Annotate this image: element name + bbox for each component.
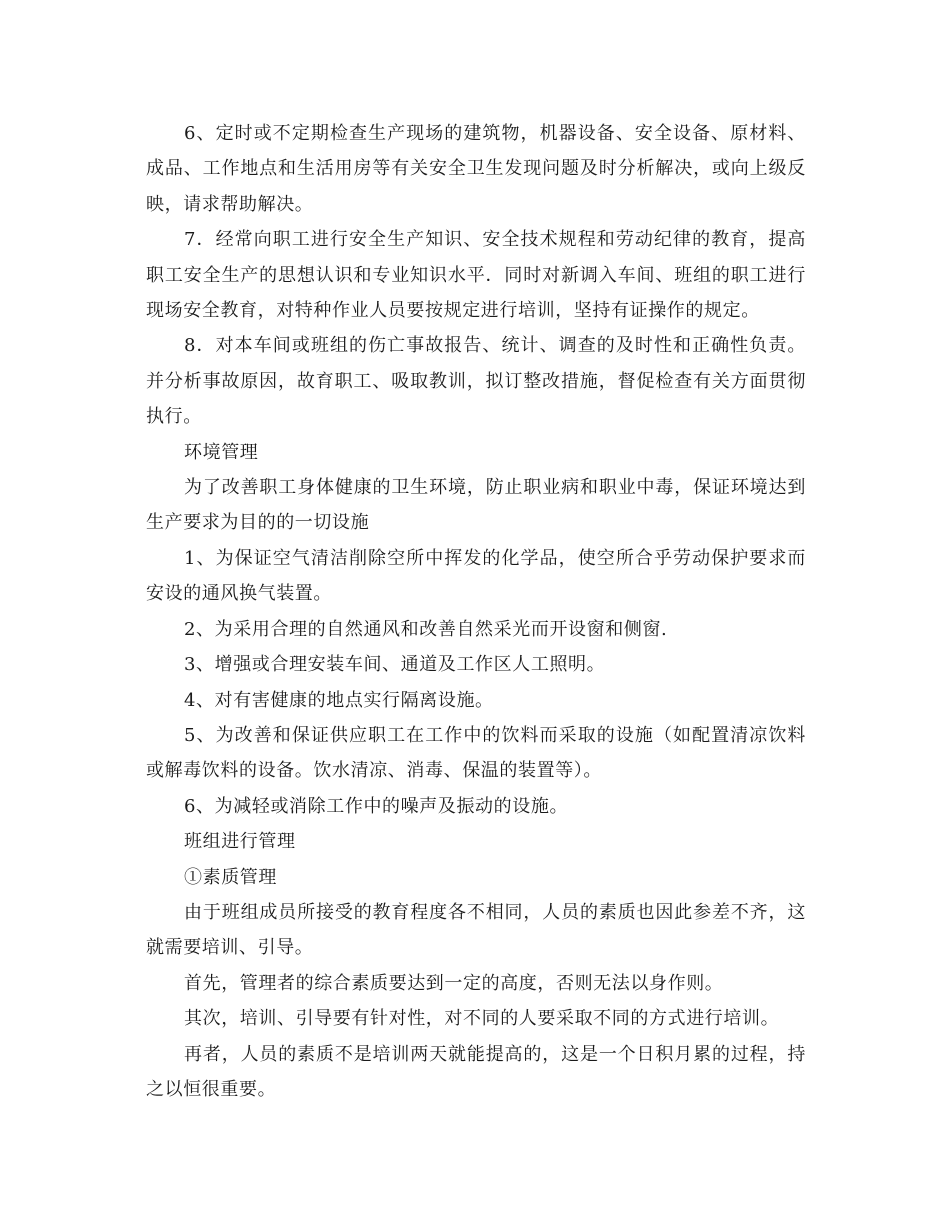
- paragraph-item-7-education: 7．经常向职工进行安全生产知识、安全技术规程和劳动纪律的教育，提高职工安全生产的思想认识和专业知识水平．同时对新调入车间、班组的职工进行现场安全教育，对特种作业人员要按规定进行培训，坚持有证操作的规定。: [146, 229, 806, 322]
- paragraph-item-8-accident-report: 8．对本车间或班组的伤亡事故报告、统计、调查的及时性和正确性负责。并分析事故原因，故育职工、吸取教训，拟订整改措施，督促检查有关方面贯彻执行。: [146, 335, 806, 428]
- paragraph-env-item-5: 5、为改善和保证供应职工在工作中的饮料而采取的设施（如配置清凉饮料或解毒饮料的设备。饮水清凉、消毒、保温的装置等）。: [146, 724, 806, 782]
- paragraph-environment-intro: 为了改善职工身体健康的卫生环境，防止职业病和职业中毒，保证环境达到生产要求为目的的一切设施: [146, 477, 806, 534]
- document-body: [146, 116, 806, 1107]
- paragraph-env-item-6: 6、为减轻或消除工作中的噪声及振动的设施。: [184, 795, 569, 817]
- paragraph-env-item-4: 4、对有害健康的地点实行隔离设施。: [184, 689, 494, 711]
- paragraph-env-item-3: 3、增强或合理安装车间、通道及工作区人工照明。: [184, 654, 606, 676]
- paragraph-quality-intro: 由于班组成员所接受的教育程度各不相同，人员的素质也因此参差不齐，这就需要培训、引导。: [146, 901, 806, 959]
- section-heading-environment: 环境管理: [184, 441, 259, 463]
- subheading-quality-management: ①素质管理: [184, 866, 277, 888]
- section-heading-team-management: 班组进行管理: [184, 831, 296, 853]
- paragraph-quality-second: 其次，培训、引导要有针对性，对不同的人要采取不同的方式进行培训。: [184, 1008, 780, 1030]
- paragraph-env-item-1: 1、为保证空气清洁削除空所中挥发的化学品，使空所合乎劳动保护要求而安设的通风换气装置。: [146, 547, 806, 605]
- paragraph-quality-first: 首先，管理者的综合素质要达到一定的高度，否则无法以身作则。: [184, 972, 724, 994]
- paragraph-item-6-inspection: 6、定时或不定期检查生产现场的建筑物，机器设备、安全设备、原材料、成品、工作地点和生活用房等有关安全卫生发现问题及时分析解决，或向上级反映，请求帮助解决。: [146, 123, 806, 215]
- paragraph-quality-third: 再者，人员的素质不是培训两天就能提高的，这是一个日积月累的过程，持之以恒很重要。: [146, 1043, 806, 1100]
- paragraph-env-item-2: 2、为采用合理的自然通风和改善自然采光而开设窗和侧窗.: [184, 618, 668, 640]
